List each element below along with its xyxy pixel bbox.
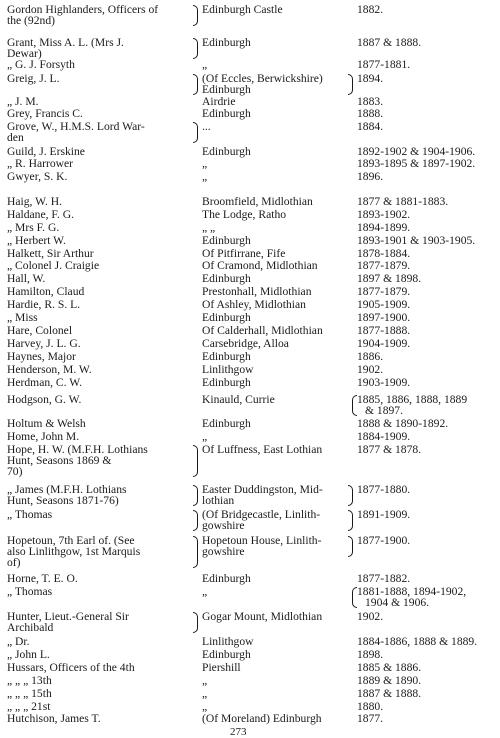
entry-place: Edinburgh Castle — [202, 3, 283, 16]
entry-years: 1898. — [357, 648, 384, 661]
entry-place: Of Cramond, Midlothian — [202, 259, 318, 272]
entry-years: 1892-1902 & 1904-1906. — [357, 145, 476, 158]
entry-years-cell — [357, 273, 497, 284]
entry-place: Piershill — [202, 661, 241, 674]
entry-years-cell — [357, 325, 497, 336]
entry-name: Greig, J. L. — [7, 72, 60, 85]
entry-place-cell — [202, 394, 352, 405]
entry-years-cell — [357, 377, 497, 388]
entry-name-continued: Hunt, Seasons 1869 & — [7, 454, 112, 467]
entry-place-cell — [202, 377, 352, 388]
entry-place: Prestonhall, Midlothian — [202, 285, 312, 298]
entry-place-cell — [202, 59, 352, 70]
entry-name: Haldane, F. G. — [7, 208, 75, 221]
entry-place: „ — [202, 430, 208, 443]
entry-name: Hope, H. W. (M.F.H. Lothians — [7, 443, 148, 456]
entry-name: Hall, W. — [7, 272, 46, 285]
entry-years: 1893-1902. — [357, 208, 411, 221]
entry-name-cell — [7, 158, 193, 169]
entry-name: „ John L. — [7, 648, 50, 661]
entry-years: 1894. — [357, 72, 384, 85]
entry-place: Gogar Mount, Midlothian — [202, 610, 323, 623]
entry-years-cell — [357, 688, 497, 699]
entry-years-cell — [357, 108, 497, 119]
entry-place: „ — [202, 700, 208, 713]
entry-years: 1877-1880. — [357, 483, 411, 496]
entry-place: Edinburgh — [202, 234, 251, 247]
entry-name: Grove, W., H.M.S. Lord War- — [7, 120, 145, 133]
entry-place: Of Pitfirrane, Fife — [202, 247, 286, 260]
entry-years: 1887 & 1888. — [357, 687, 422, 700]
entry-place: „ „ — [202, 221, 216, 234]
entry-name-cell — [7, 248, 193, 259]
entry-place: „ — [202, 674, 208, 687]
entry-name: Gordon Highlanders, Officers of — [7, 3, 159, 16]
entry-place: Edinburgh — [202, 376, 251, 389]
entry-name-cell — [7, 96, 193, 107]
entry-place-cell — [202, 649, 352, 660]
entry-name-cell — [7, 364, 193, 375]
entry-place-cell — [202, 418, 352, 429]
entry-years: 1886. — [357, 350, 384, 363]
entry-name-cell — [7, 649, 193, 660]
entry-years: 1904-1909. — [357, 337, 411, 350]
entry-years-cell — [357, 573, 497, 584]
entry-place-cell — [202, 299, 352, 310]
entry-place-cell — [202, 312, 352, 323]
entry-name: Hunter, Lieut.-General Sir — [7, 610, 129, 623]
entry-name: Hardie, R. S. L. — [7, 298, 81, 311]
entry-name-continued: Archibald — [7, 621, 54, 634]
entry-years: 1877-1888. — [357, 324, 411, 337]
entry-years: 1902. — [357, 363, 384, 376]
entry-place-cell — [202, 273, 352, 284]
entry-name-continued: of) — [7, 556, 21, 569]
entry-years: 1877-1881. — [357, 58, 411, 71]
entry-name: „ „ „ 15th — [7, 687, 52, 700]
entry-years-cell — [357, 286, 497, 297]
entry-name-cell — [7, 377, 193, 388]
entry-years-cell — [357, 121, 497, 132]
entry-name-cell — [7, 636, 193, 647]
entry-place-cell — [202, 688, 352, 699]
entry-name: Grant, Miss A. L. (Mrs J. — [7, 36, 124, 49]
entry-name: Hopetoun, 7th Earl of. (See — [7, 534, 135, 547]
entry-years-cell — [357, 59, 497, 70]
entry-name-cell — [7, 273, 193, 284]
entry-years: 1877-1879. — [357, 285, 411, 298]
entry-place-cell — [202, 222, 352, 233]
entry-place-cell — [202, 121, 352, 132]
entry-place: Of Luffness, East Lothian — [202, 443, 323, 456]
entry-place-cell — [202, 235, 352, 246]
entry-place: Broomfield, Midlothian — [202, 195, 313, 208]
entry-name: „ „ „ 21st — [7, 700, 51, 713]
entry-name-cell — [7, 312, 193, 323]
entry-name-cell — [7, 484, 193, 506]
entry-name: „ Colonel J. Craigie — [7, 259, 100, 272]
entry-years: 1891-1909. — [357, 508, 411, 521]
entry-years-cell — [357, 260, 497, 271]
entry-place: (Of Eccles, Berwickshire) — [202, 72, 323, 85]
entry-name: Home, John M. — [7, 430, 80, 443]
entry-years-cell — [357, 171, 497, 182]
entry-place: Carsebridge, Alloa — [202, 337, 289, 350]
entry-place: Of Ashley, Midlothian — [202, 298, 306, 311]
entry-years: 1897 & 1898. — [357, 272, 422, 285]
entry-years: 1893-1901 & 1903-1905. — [357, 234, 476, 247]
entry-name-continued: den — [7, 131, 24, 144]
entry-place: Edinburgh — [202, 107, 251, 120]
entry-years: 1885 & 1886. — [357, 661, 422, 674]
entry-place: „ — [202, 58, 208, 71]
entry-place-cell — [202, 108, 352, 119]
entry-place: Linlithgow — [202, 635, 254, 648]
entry-years-continued: 1904 & 1906. — [365, 596, 430, 609]
entry-name-cell — [7, 222, 193, 233]
entry-place: Edinburgh — [202, 145, 251, 158]
entry-place-cell — [202, 158, 352, 169]
entry-place-cell — [202, 535, 352, 557]
entry-years-cell — [357, 196, 497, 207]
entry-place-cell — [202, 351, 352, 362]
entry-place: The Lodge, Ratho — [202, 208, 287, 221]
entry-name: „ Mrs F. G. — [7, 221, 60, 234]
entry-place-cell — [202, 4, 352, 15]
entry-place-cell — [202, 248, 352, 259]
entry-place: „ — [202, 585, 208, 598]
entry-place-cell — [202, 96, 352, 107]
entry-years-cell — [357, 146, 497, 157]
entry-years-cell — [357, 351, 497, 362]
entry-years: 1883. — [357, 95, 384, 108]
entry-years: 1888. — [357, 107, 384, 120]
entry-place-continued: gowshire — [202, 545, 245, 558]
entry-name-cell — [7, 688, 193, 699]
entry-place: Edinburgh — [202, 36, 251, 49]
entry-name: „ Thomas — [7, 508, 53, 521]
entry-years-cell — [357, 431, 497, 442]
entry-place: Of Calderhall, Midlothian — [202, 324, 323, 337]
entry-place: Edinburgh — [202, 311, 251, 324]
entry-name: „ J. M. — [7, 95, 39, 108]
entry-name-cell — [7, 325, 193, 336]
entry-place: Linlithgow — [202, 363, 254, 376]
entry-name: Holtum & Welsh — [7, 417, 86, 430]
entry-name-continued: Hunt, Seasons 1871-76) — [7, 494, 119, 507]
entry-years-cell — [357, 73, 497, 84]
entry-years-cell — [357, 701, 497, 712]
entry-years: 1896. — [357, 170, 384, 183]
entry-place-cell — [202, 662, 352, 673]
entry-years: 1885, 1886, 1888, 1889 — [357, 393, 468, 406]
entry-years: 1902. — [357, 610, 384, 623]
entry-place: Airdrie — [202, 95, 236, 108]
entry-name: „ G. J. Forsyth — [7, 58, 75, 71]
entry-name: Hodgson, G. W. — [7, 393, 82, 406]
entry-name: Halkett, Sir Arthur — [7, 247, 94, 260]
entry-name: Haig, W. H. — [7, 195, 63, 208]
entry-years-cell — [357, 248, 497, 259]
entry-years-cell — [357, 675, 497, 686]
entry-place-cell — [202, 364, 352, 375]
grouping-brace — [193, 74, 198, 95]
entry-name: „ „ „ 13th — [7, 674, 52, 687]
entry-place-cell — [202, 675, 352, 686]
page-number: 273 — [230, 726, 247, 738]
entry-place-cell — [202, 286, 352, 297]
entry-place-cell — [202, 171, 352, 182]
entry-place: „ — [202, 170, 208, 183]
entry-name-cell — [7, 351, 193, 362]
entry-years: 1877 & 1881-1883. — [357, 195, 449, 208]
entry-name: Herdman, C. W. — [7, 376, 83, 389]
entry-name-cell — [7, 394, 193, 405]
entry-place-cell — [202, 573, 352, 584]
entry-years: 1880. — [357, 700, 384, 713]
entry-name: „ R. Harrower — [7, 157, 73, 170]
entry-place: Hopetoun House, Linlith- — [202, 534, 322, 547]
entry-years: 1884-1909. — [357, 430, 411, 443]
entry-years: 1888 & 1890-1892. — [357, 417, 449, 430]
entry-name-cell — [7, 121, 193, 143]
entry-name: Hare, Colonel — [7, 324, 73, 337]
entry-name: Henderson, M. W. — [7, 363, 92, 376]
grouping-brace — [193, 38, 198, 59]
entry-name: Gwyer, S. K. — [7, 170, 68, 183]
entry-name-cell — [7, 611, 193, 633]
entry-years-cell — [357, 158, 497, 169]
entry-years: 1903-1909. — [357, 376, 411, 389]
entry-place-cell — [202, 146, 352, 157]
entry-name: Hussars, Officers of the 4th — [7, 661, 135, 674]
entry-name-cell — [7, 418, 193, 429]
grouping-brace — [193, 510, 198, 531]
entry-name-cell — [7, 171, 193, 182]
entry-years: 1889 & 1890. — [357, 674, 422, 687]
grouping-brace — [193, 612, 198, 633]
entry-place: „ — [202, 157, 208, 170]
entry-place-cell — [202, 37, 352, 48]
entry-name: Grey, Francis C. — [7, 107, 83, 120]
entry-years: 1877. — [357, 712, 384, 725]
entry-years-cell — [357, 222, 497, 233]
entry-name-continued: Dewar) — [7, 47, 42, 60]
entry-place-cell — [202, 484, 352, 506]
entry-name-cell — [7, 4, 193, 26]
entry-name-cell — [7, 662, 193, 673]
entry-years-cell — [357, 535, 497, 546]
entry-place: „ — [202, 687, 208, 700]
entry-place-continued: lothian — [202, 494, 235, 507]
entry-place: (Of Bridgecastle, Linlith- — [202, 508, 321, 521]
entry-name: Horne, T. E. O. — [7, 572, 78, 585]
entry-name-cell — [7, 59, 193, 70]
entry-years-cell — [357, 713, 497, 724]
entry-years-cell — [357, 4, 497, 15]
entry-place-cell — [202, 444, 352, 455]
entry-place-cell — [202, 73, 352, 95]
entry-years: 1878-1884. — [357, 247, 411, 260]
entry-name-cell — [7, 209, 193, 220]
entry-name-cell — [7, 286, 193, 297]
entry-place-continued: gowshire — [202, 519, 245, 532]
entry-years-cell — [357, 364, 497, 375]
entry-name: Hamilton, Claud — [7, 285, 85, 298]
entry-name: Hutchison, James T. — [7, 712, 101, 725]
entry-years-cell — [357, 636, 497, 647]
entry-place: Edinburgh — [202, 648, 251, 661]
grouping-brace — [193, 536, 198, 568]
entry-years-cell — [357, 299, 497, 310]
entry-name-cell — [7, 196, 193, 207]
entry-years-cell — [357, 235, 497, 246]
entry-years: 1877 & 1878. — [357, 443, 422, 456]
entry-place-cell — [202, 431, 352, 442]
entry-years: 1887 & 1888. — [357, 36, 422, 49]
entry-years: 1881-1888, 1894-1902, — [357, 585, 467, 598]
entry-years-cell — [357, 312, 497, 323]
entry-place-cell — [202, 701, 352, 712]
entry-name-cell — [7, 37, 193, 59]
entry-name-cell — [7, 713, 193, 724]
entry-name-cell — [7, 586, 193, 597]
entry-place-cell — [202, 713, 352, 724]
grouping-brace — [193, 5, 198, 26]
entry-place-cell — [202, 636, 352, 647]
entry-name-cell — [7, 701, 193, 712]
entry-place: Edinburgh — [202, 417, 251, 430]
entry-name-cell — [7, 108, 193, 119]
entry-years-cell — [357, 444, 497, 455]
entry-name-cell — [7, 146, 193, 157]
entry-place-cell — [202, 209, 352, 220]
entry-place: Kinauld, Currie — [202, 393, 275, 406]
entry-name-cell — [7, 509, 193, 520]
entry-place-cell — [202, 509, 352, 531]
grouping-brace — [193, 485, 198, 506]
entry-years: 1877-1879. — [357, 259, 411, 272]
entry-years: 1877-1900. — [357, 534, 411, 547]
entry-years-cell — [357, 418, 497, 429]
entry-name: „ Thomas — [7, 585, 53, 598]
entry-place-cell — [202, 325, 352, 336]
entry-place-cell — [202, 260, 352, 271]
entry-name-cell — [7, 73, 193, 84]
entry-years: 1882. — [357, 3, 384, 16]
entry-place: Edinburgh — [202, 350, 251, 363]
entry-place-cell — [202, 338, 352, 349]
entry-place: Easter Duddingston, Mid- — [202, 483, 323, 496]
entry-years-cell — [357, 209, 497, 220]
entry-place-cell — [202, 586, 352, 597]
grouping-brace — [193, 445, 198, 477]
entry-years-continued: & 1897. — [365, 404, 404, 417]
entry-name-continued: also Linlithgow, 1st Marquis — [7, 545, 141, 558]
entry-name: Harvey, J. L. G. — [7, 337, 81, 350]
entry-name: Guild, J. Erskine — [7, 145, 85, 158]
entry-name: „ Dr. — [7, 635, 30, 648]
entry-name-continued: 70) — [7, 465, 23, 478]
entry-years-cell — [357, 338, 497, 349]
entry-name-cell — [7, 444, 193, 477]
entry-place-continued: Edinburgh — [202, 83, 251, 96]
entry-name: „ James (M.F.H. Lothians — [7, 483, 127, 496]
entry-name-cell — [7, 535, 193, 568]
entry-place: Edinburgh — [202, 272, 251, 285]
entry-years: 1877-1882. — [357, 572, 411, 585]
entry-name: „ Herbert W. — [7, 234, 66, 247]
entry-years: 1893-1895 & 1897-1902. — [357, 157, 476, 170]
entry-name-cell — [7, 675, 193, 686]
entry-name-cell — [7, 235, 193, 246]
grouping-brace — [193, 122, 198, 143]
entry-name-continued: the (92nd) — [7, 14, 55, 27]
entry-name: „ Miss — [7, 311, 38, 324]
entry-place-cell — [202, 611, 352, 622]
entry-place: (Of Moreland) Edinburgh — [202, 712, 322, 725]
entry-name-cell — [7, 573, 193, 584]
entry-years: 1884-1886, 1888 & 1889. — [357, 635, 478, 648]
entry-name: Haynes, Major — [7, 350, 76, 363]
entry-years: 1905-1909. — [357, 298, 411, 311]
entry-place-cell — [202, 196, 352, 207]
entry-years-cell — [357, 37, 497, 48]
entry-years: 1897-1900. — [357, 311, 411, 324]
entry-years-cell — [357, 586, 497, 608]
entry-years-cell — [357, 611, 497, 622]
entry-place: ... — [202, 120, 211, 133]
entry-years-cell — [357, 662, 497, 673]
entry-years: 1894-1899. — [357, 221, 411, 234]
entry-years-cell — [357, 394, 497, 416]
entry-place: Edinburgh — [202, 572, 251, 585]
entry-name-cell — [7, 260, 193, 271]
entry-years-cell — [357, 484, 497, 495]
entry-name-cell — [7, 299, 193, 310]
entry-years-cell — [357, 509, 497, 520]
entry-name-cell — [7, 338, 193, 349]
entry-years-cell — [357, 96, 497, 107]
entry-years: 1884. — [357, 120, 384, 133]
entry-years-cell — [357, 649, 497, 660]
entry-name-cell — [7, 431, 193, 442]
